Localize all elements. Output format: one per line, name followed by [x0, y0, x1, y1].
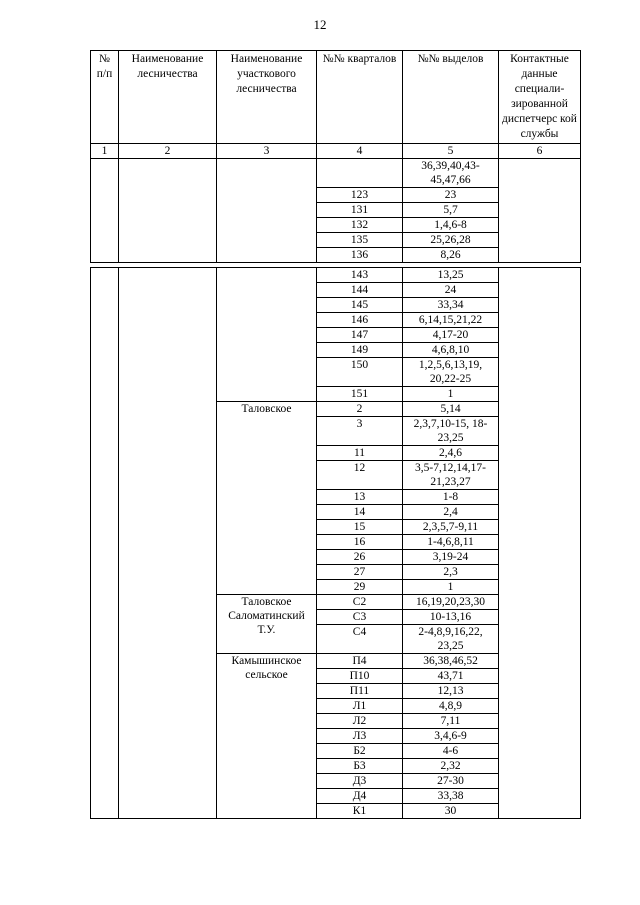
- quarter-cell: 135: [317, 233, 403, 248]
- allotment-cell: 30: [403, 804, 499, 819]
- allotment-cell: 23: [403, 188, 499, 203]
- quarter-cell: [317, 159, 403, 188]
- quarter-cell: Д3: [317, 774, 403, 789]
- allotment-cell: 2,3,7,10-15, 18-23,25: [403, 417, 499, 446]
- header-district-forestry: Наименование участкового лесничества: [217, 51, 317, 144]
- allotment-cell: 36,39,40,43-45,47,66: [403, 159, 499, 188]
- district-cell: Таловское Саломатинский Т.У.: [217, 595, 317, 654]
- allotment-cell: 2,32: [403, 759, 499, 774]
- column-number: 3: [217, 144, 317, 159]
- allotment-cell: 4,8,9: [403, 699, 499, 714]
- quarter-cell: 150: [317, 358, 403, 387]
- quarter-cell: 15: [317, 520, 403, 535]
- column-number-row: [91, 144, 581, 159]
- header-contacts: Контактные данные специали-зированной диспетчерс кой службы: [499, 51, 581, 144]
- allotment-cell: 1-8: [403, 490, 499, 505]
- quarter-cell: 136: [317, 248, 403, 263]
- quarter-cell: Л3: [317, 729, 403, 744]
- quarter-cell: 29: [317, 580, 403, 595]
- forestry-cell: [119, 268, 217, 819]
- quarter-cell: Л2: [317, 714, 403, 729]
- quarter-cell: 13: [317, 490, 403, 505]
- allotment-cell: 3,5-7,12,14,17-21,23,27: [403, 461, 499, 490]
- quarter-cell: 145: [317, 298, 403, 313]
- allotment-cell: 16,19,20,23,30: [403, 595, 499, 610]
- allotment-cell: 3,4,6-9: [403, 729, 499, 744]
- allotment-cell: 10-13,16: [403, 610, 499, 625]
- quarter-cell: 151: [317, 387, 403, 402]
- allotment-cell: 4-6: [403, 744, 499, 759]
- column-number: 1: [91, 144, 119, 159]
- allotment-cell: 24: [403, 283, 499, 298]
- quarter-cell: 131: [317, 203, 403, 218]
- allotment-cell: 4,6,8,10: [403, 343, 499, 358]
- quarter-cell: 149: [317, 343, 403, 358]
- quarter-cell: С2: [317, 595, 403, 610]
- allotment-cell: 2,4,6: [403, 446, 499, 461]
- quarter-cell: П10: [317, 669, 403, 684]
- header-quarters: №№ кварталов: [317, 51, 403, 144]
- forestry-table: [90, 50, 581, 819]
- allotment-cell: 1-4,6,8,11: [403, 535, 499, 550]
- allotment-cell: 8,26: [403, 248, 499, 263]
- quarter-cell: К1: [317, 804, 403, 819]
- header-row: [91, 51, 581, 144]
- quarter-cell: 12: [317, 461, 403, 490]
- allotment-cell: 5,7: [403, 203, 499, 218]
- quarter-cell: Д4: [317, 789, 403, 804]
- allotment-cell: 2-4,8,9,16,22, 23,25: [403, 625, 499, 654]
- section-main: [91, 268, 581, 819]
- quarter-cell: 2: [317, 402, 403, 417]
- header-num: № п/п: [91, 51, 119, 144]
- quarter-cell: 144: [317, 283, 403, 298]
- allotment-cell: 33,38: [403, 789, 499, 804]
- quarter-cell: 123: [317, 188, 403, 203]
- allotment-cell: 27-30: [403, 774, 499, 789]
- section-continued: [91, 159, 581, 263]
- district-cell: [217, 268, 317, 402]
- header-allotments: №№ выделов: [403, 51, 499, 144]
- district-cell: Таловское: [217, 402, 317, 595]
- quarter-cell: 16: [317, 535, 403, 550]
- quarter-cell: С4: [317, 625, 403, 654]
- district-cell: Камышинское сельское: [217, 654, 317, 819]
- allotment-cell: 2,4: [403, 505, 499, 520]
- table-row: [91, 268, 581, 283]
- allotment-cell: 6,14,15,21,22: [403, 313, 499, 328]
- allotment-cell: 7,11: [403, 714, 499, 729]
- quarter-cell: 26: [317, 550, 403, 565]
- allotment-cell: 4,17-20: [403, 328, 499, 343]
- quarter-cell: 146: [317, 313, 403, 328]
- allotment-cell: 25,26,28: [403, 233, 499, 248]
- allotment-cell: 12,13: [403, 684, 499, 699]
- page-number: 12: [313, 17, 327, 32]
- column-number: 2: [119, 144, 217, 159]
- quarter-cell: 3: [317, 417, 403, 446]
- column-number: 4: [317, 144, 403, 159]
- allotment-cell: 2,3: [403, 565, 499, 580]
- allotment-cell: 33,34: [403, 298, 499, 313]
- allotment-cell: 1: [403, 387, 499, 402]
- allotment-cell: 3,19-24: [403, 550, 499, 565]
- quarter-cell: П11: [317, 684, 403, 699]
- quarter-cell: 27: [317, 565, 403, 580]
- allotment-cell: 13,25: [403, 268, 499, 283]
- quarter-cell: П4: [317, 654, 403, 669]
- quarter-cell: 147: [317, 328, 403, 343]
- table-row: [91, 159, 581, 188]
- allotment-cell: 1: [403, 580, 499, 595]
- quarter-cell: Б3: [317, 759, 403, 774]
- contact-cell: [499, 268, 581, 819]
- quarter-cell: Б2: [317, 744, 403, 759]
- allotment-cell: 2,3,5,7-9,11: [403, 520, 499, 535]
- allotment-cell: 5,14: [403, 402, 499, 417]
- district-cell: [217, 159, 317, 263]
- forestry-cell: [119, 159, 217, 263]
- num-cell: [91, 159, 119, 263]
- allotment-cell: 36,38,46,52: [403, 654, 499, 669]
- quarter-cell: Л1: [317, 699, 403, 714]
- quarter-cell: 11: [317, 446, 403, 461]
- contact-cell: [499, 159, 581, 263]
- quarter-cell: С3: [317, 610, 403, 625]
- num-cell: [91, 268, 119, 819]
- allotment-cell: 1,4,6-8: [403, 218, 499, 233]
- allotment-cell: 43,71: [403, 669, 499, 684]
- column-number: 5: [403, 144, 499, 159]
- quarter-cell: 14: [317, 505, 403, 520]
- column-number: 6: [499, 144, 581, 159]
- quarter-cell: 143: [317, 268, 403, 283]
- quarter-cell: 132: [317, 218, 403, 233]
- header-forestry: Наименование лесничества: [119, 51, 217, 144]
- allotment-cell: 1,2,5,6,13,19, 20,22-25: [403, 358, 499, 387]
